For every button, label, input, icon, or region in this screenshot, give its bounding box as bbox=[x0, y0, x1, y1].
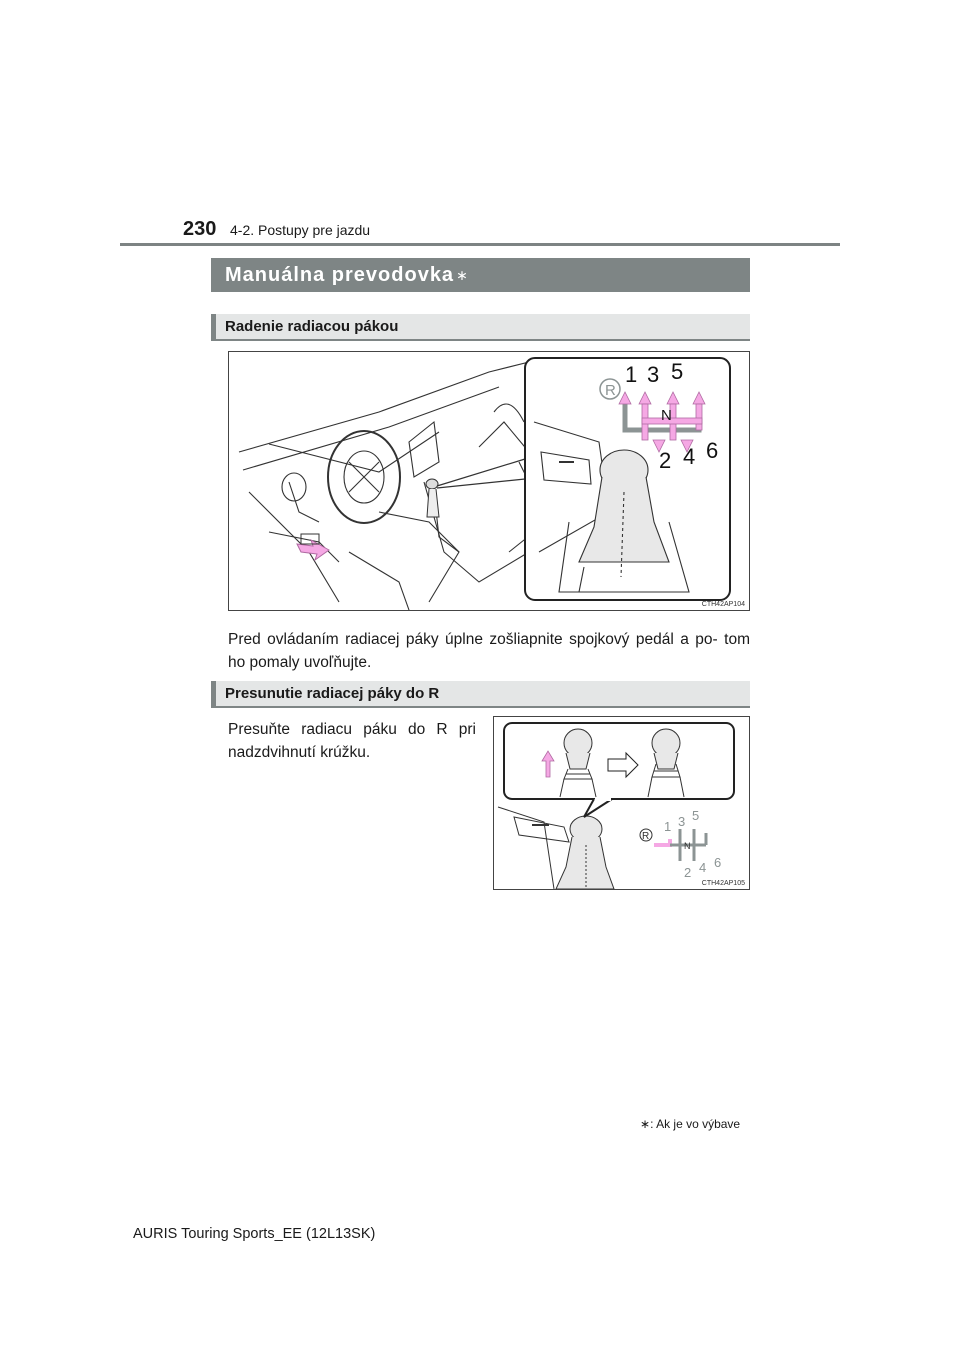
reverse-shift-illustration bbox=[494, 717, 749, 889]
page-title bbox=[211, 258, 750, 292]
gear-label-4: 4 bbox=[683, 444, 696, 469]
gear-label-5: 5 bbox=[692, 808, 700, 823]
section-heading-text: Radenie radiacou pákou bbox=[225, 318, 399, 335]
footnote-text: : Ak je vo výbave bbox=[650, 1117, 741, 1131]
gear-label-3: 3 bbox=[647, 362, 660, 387]
section-heading-text: Presunutie radiacej páky do R bbox=[225, 685, 440, 702]
header-rule bbox=[120, 243, 840, 246]
callout-lines bbox=[437, 459, 525, 488]
paragraph-reverse-instruction: Presuňte radiacu páku do R pri nadzdvihnutí krúžku. bbox=[228, 721, 476, 761]
gear-label-1: 1 bbox=[664, 819, 672, 834]
clutch-pedal-arrow bbox=[297, 540, 329, 560]
section-reference: 4-2. Postupy pre jazdu bbox=[230, 222, 371, 238]
page-title-text: Manuálna prevodovka bbox=[225, 263, 455, 286]
gear-label-r: R bbox=[605, 382, 616, 399]
figure-shift-lever-location bbox=[228, 351, 750, 611]
figure-reverse-shift bbox=[493, 716, 750, 890]
paragraph-clutch-instruction: Pred ovládaním radiacej páky úplne zošliapnite spojkový pedál a po- tom ho pomaly uvoľňujte. bbox=[228, 631, 750, 671]
section-heading-shifting bbox=[211, 314, 750, 341]
shift-pattern-inset bbox=[525, 358, 730, 600]
gear-label-3: 3 bbox=[678, 814, 686, 829]
footnote bbox=[640, 1117, 740, 1131]
footnote-marker: ∗ bbox=[640, 1117, 651, 1131]
page-number: 230 bbox=[183, 218, 217, 240]
figure-code: CTH42AP104 bbox=[701, 601, 745, 608]
gear-knob-small bbox=[426, 479, 439, 517]
gear-label-n: N bbox=[684, 841, 691, 851]
footer-model: AURIS Touring Sports_EE (12L13SK) bbox=[133, 1226, 376, 1242]
figure-code: CTH42AP105 bbox=[701, 880, 745, 887]
gear-label-1: 1 bbox=[625, 362, 638, 387]
cockpit-illustration bbox=[229, 352, 749, 610]
gear-label-6: 6 bbox=[714, 855, 722, 870]
section-heading-reverse bbox=[211, 681, 750, 708]
gear-label-6: 6 bbox=[706, 438, 719, 463]
gear-label-2: 2 bbox=[659, 448, 672, 473]
optional-marker: ∗ bbox=[456, 266, 469, 283]
gear-label-2: 2 bbox=[684, 865, 692, 880]
gear-label-5: 5 bbox=[671, 359, 684, 384]
gear-label-n: N bbox=[661, 407, 672, 424]
gear-label-4: 4 bbox=[699, 860, 707, 875]
shift-pattern-diagram-small bbox=[640, 808, 721, 880]
gear-label-r: R bbox=[642, 831, 650, 842]
